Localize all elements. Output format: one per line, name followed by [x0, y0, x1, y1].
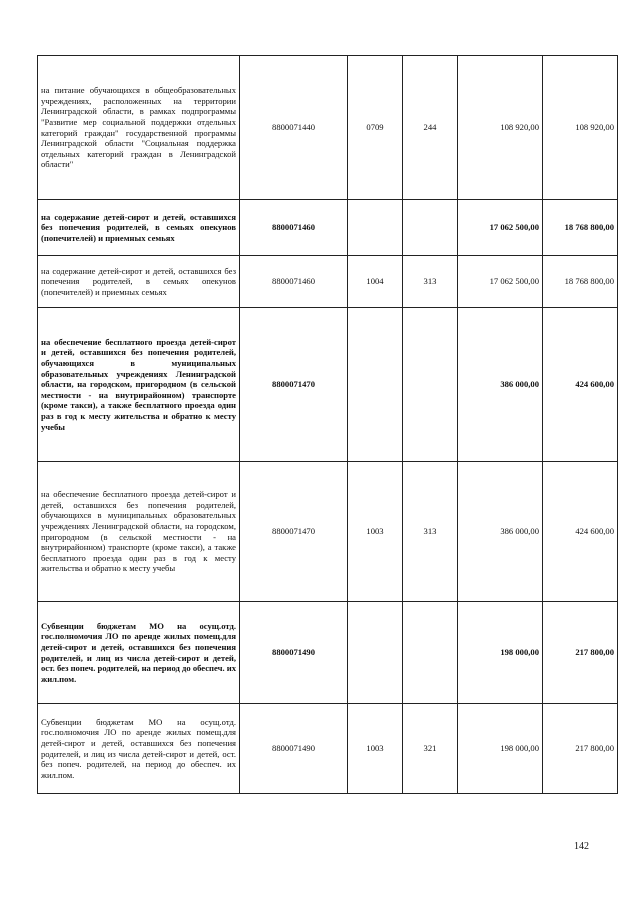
- target-code: 8800071460: [240, 200, 348, 256]
- section-code: [348, 602, 403, 704]
- target-code: 8800071460: [240, 256, 348, 308]
- amount-year-2: 217 800,00: [543, 704, 618, 794]
- table-row: [38, 602, 618, 704]
- target-code: 8800071490: [240, 704, 348, 794]
- section-code: 1004: [348, 256, 403, 308]
- table-row: [38, 256, 618, 308]
- row-name: на содержание детей-сирот и детей, оставшихся без попечения родителей, в семьях опекунов (попечителей) и приемных семьях: [38, 256, 240, 308]
- expense-type-code: [403, 200, 458, 256]
- table-row: [38, 56, 618, 200]
- table-row: [38, 200, 618, 256]
- expense-type-code: [403, 308, 458, 462]
- expense-type-code: 313: [403, 462, 458, 602]
- expense-type-code: 244: [403, 56, 458, 200]
- amount-year-2: 18 768 800,00: [543, 200, 618, 256]
- row-name: на обеспечение бесплатного проезда детей-сирот и детей, оставшихся без попечения родителей, обучающихся в муниципальных образовательных учреждениях Ленинградской области, на городском, пригородном (в сельской местности - на внутрирайонном) транспорте (кроме такси), а также бесплатного проезда один раз в год к месту жительства и обратно к месту учебы: [38, 308, 240, 462]
- row-name: на питание обучающихся в общеобразовательных учреждениях, расположенных на территории Ленинградской области, в рамках подпрограммы "Развитие мер социальной поддержки отдельных категорий граждан" государственной программы Ленинградской области "Социальная поддержка отдельных категорий граждан в Ленинградской области": [38, 56, 240, 200]
- amount-year-1: 17 062 500,00: [458, 200, 543, 256]
- target-code: 8800071440: [240, 56, 348, 200]
- amount-year-1: 198 000,00: [458, 704, 543, 794]
- expense-type-code: 313: [403, 256, 458, 308]
- section-code: 1003: [348, 704, 403, 794]
- section-code: [348, 308, 403, 462]
- amount-year-2: 18 768 800,00: [543, 256, 618, 308]
- amount-year-2: 424 600,00: [543, 462, 618, 602]
- amount-year-1: 198 000,00: [458, 602, 543, 704]
- table-row: [38, 704, 618, 794]
- amount-year-1: 386 000,00: [458, 462, 543, 602]
- row-name: на обеспечение бесплатного проезда детей-сирот и детей, оставшихся без попечения родителей, обучающихся в муниципальных образовательных учреждениях Ленинградской области, на городском, пригородном (в сельской местности - на внутрирайонном) транспорте (кроме такси), а также бесплатного проезда один раз в год к месту жительства и обратно к месту учебы: [38, 462, 240, 602]
- amount-year-1: 386 000,00: [458, 308, 543, 462]
- budget-table: [37, 55, 618, 794]
- table-row: [38, 308, 618, 462]
- section-code: 0709: [348, 56, 403, 200]
- row-name: на содержание детей-сирот и детей, оставшихся без попечения родителей, в семьях опекунов (попечителей) и приемных семьях: [38, 200, 240, 256]
- section-code: [348, 200, 403, 256]
- row-name: Субвенции бюджетам МО на осущ.отд. гос.полномочия ЛО по аренде жилых помещ.для детей-сирот и детей, оставшихся без попечения родителей, и лиц из числа детей-сирот и детей, ост. без попеч. родителей, на период до обеспеч. их жил.пом.: [38, 704, 240, 794]
- target-code: 8800071470: [240, 462, 348, 602]
- page-number: 142: [574, 841, 589, 852]
- amount-year-2: 424 600,00: [543, 308, 618, 462]
- expense-type-code: [403, 602, 458, 704]
- target-code: 8800071470: [240, 308, 348, 462]
- amount-year-1: 17 062 500,00: [458, 256, 543, 308]
- row-name: Субвенции бюджетам МО на осущ.отд. гос.полномочия ЛО по аренде жилых помещ.для детей-сирот и детей, оставшихся без попечения родителей, и лиц из числа детей-сирот и детей, ост. без попеч. родителей, на период до обеспеч. их жил.пом.: [38, 602, 240, 704]
- target-code: 8800071490: [240, 602, 348, 704]
- amount-year-1: 108 920,00: [458, 56, 543, 200]
- section-code: 1003: [348, 462, 403, 602]
- expense-type-code: 321: [403, 704, 458, 794]
- amount-year-2: 108 920,00: [543, 56, 618, 200]
- amount-year-2: 217 800,00: [543, 602, 618, 704]
- table-row: [38, 462, 618, 602]
